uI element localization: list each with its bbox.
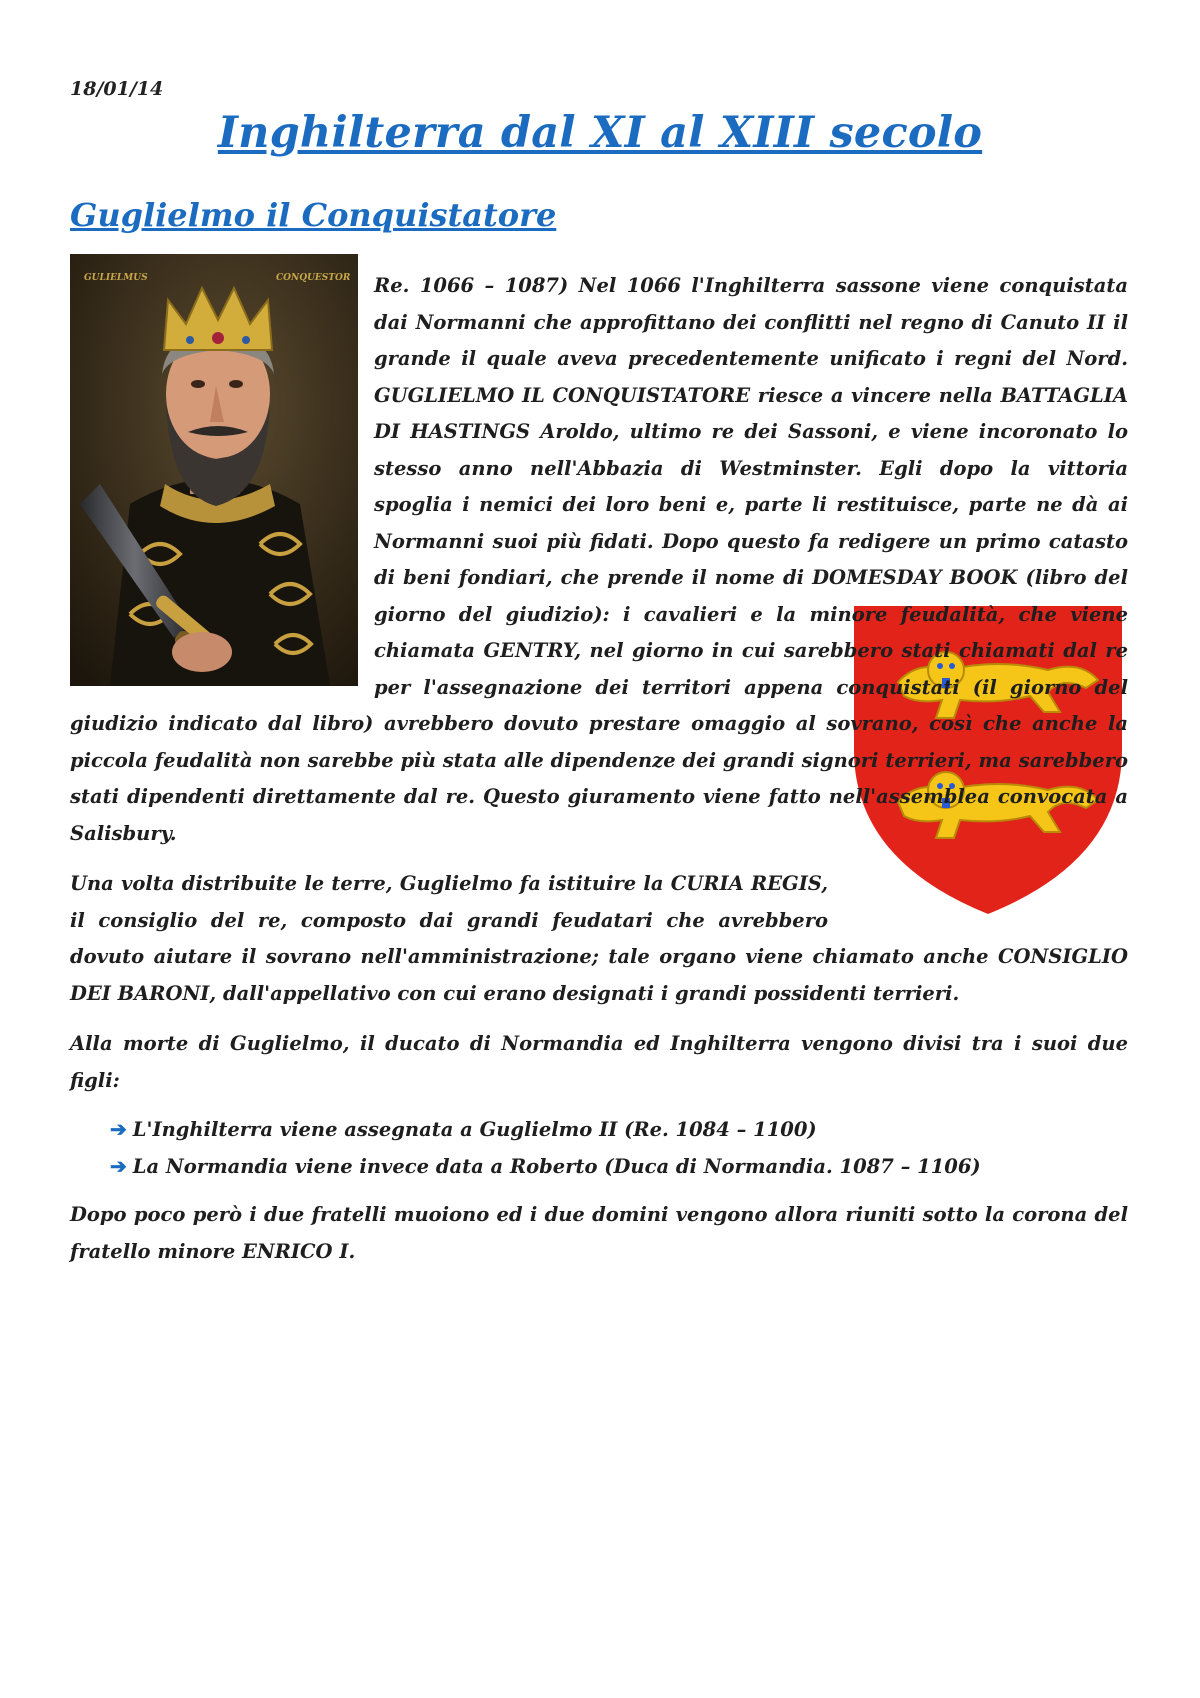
list-item-text: L'Inghilterra viene assegnata a Guglielmo II (Re. 1084 – 1100) — [132, 1118, 817, 1141]
section-heading: Guglielmo il Conquistatore — [70, 196, 557, 234]
portrait-caption-left: GULIELMUS — [84, 273, 148, 283]
paragraph-3: Alla morte di Guglielmo, il ducato di Normandia ed Inghilterra vengono divisi tra i suoi due figli: — [70, 1032, 1128, 1092]
list-item-text: La Normandia viene invece data a Roberto (Duca di Normandia. 1087 – 1106) — [132, 1155, 981, 1178]
arrow-right-icon: ➔ — [110, 1117, 127, 1141]
list-item — [110, 1111, 1128, 1148]
successors-list — [70, 1111, 1128, 1185]
paragraph-2: Una volta distribuite le terre, Guglielmo fa istituire la CURIA REGIS, il consiglio del re, composto dai grandi feudatari che avrebbero dovuto aiutare il sovrano nell'amministrazione; tale organo viene chiamato anche CONSIGLIO DEI BARONI, dall'appellativo con cui erano designati i grandi possidenti terrieri. — [70, 872, 1128, 1005]
document-date: 18/01/14 — [70, 78, 164, 100]
portrait-caption-right: CONQUESTOR — [276, 273, 351, 283]
william-portrait-image — [70, 254, 358, 686]
body-text — [70, 268, 1128, 1270]
arrow-right-icon: ➔ — [110, 1154, 127, 1178]
paragraph-4: Dopo poco però i due fratelli muoiono ed i due domini vengono allora riuniti sotto la corona del fratello minore ENRICO I. — [70, 1203, 1128, 1263]
paragraph-1: Re. 1066 – 1087) Nel 1066 l'Inghilterra sassone viene conquistata dai Normanni che approfittano dei conflitti nel regno di Canuto II il grande il quale aveva precedentemente unificato i regni del Nord. GUGLIELMO IL CONQUISTATORE riesce a vincere nella BATTAGLIA DI HASTINGS Aroldo, ultimo re dei Sassoni, e viene incoronato lo stesso anno nell'Abbazia di Westminster. Egli dopo la vittoria spoglia i nemici dei loro beni e, parte li restituisce, parte ne dà ai Normanni suoi più fidati. Dopo questo fa redigere un primo catasto di beni fondiari, che prende il nome di DOMESDAY BOOK (libro del giorno del giudizio): i cavalieri e la minore feudalità, che viene chiamata GENTRY, nel giorno in cui sarebbero stati chiamati dal re per l'assegnazione dei territori appena conquistati (il giorno del giudizio indicato dal libro) avrebbero dovuto prestare omaggio al sovrano, così che anche la piccola feudalità non sarebbe più stata alle dipendenze dei grandi signori terrieri, ma sarebbero stati dipendenti direttamente dal re. Questo giuramento viene fatto nell'assemblea convocata a Salisbury. — [70, 274, 1128, 845]
page-title: Inghilterra dal XI al XIII secolo — [217, 108, 983, 158]
list-item — [110, 1148, 1128, 1185]
